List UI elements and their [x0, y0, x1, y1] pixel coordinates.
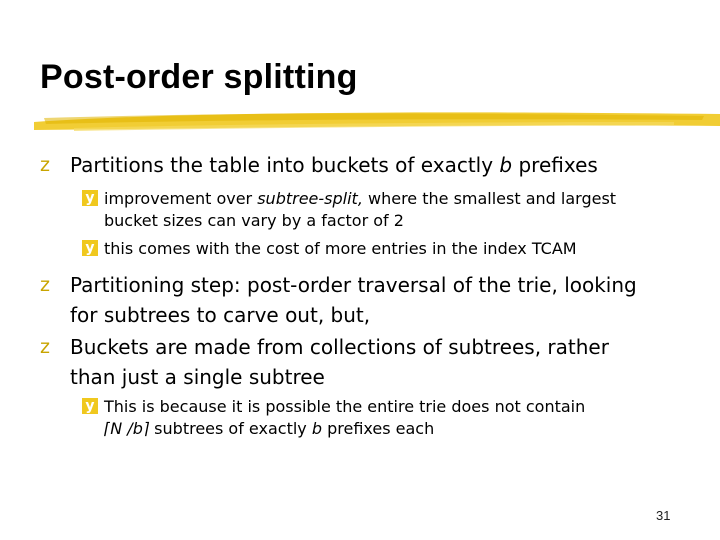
title-underline-stroke	[34, 104, 720, 136]
bullet-text	[70, 150, 598, 180]
subbullet-marker-icon: y	[82, 398, 98, 414]
subbullet-text	[104, 188, 616, 232]
bullet-text-italic: b	[499, 153, 513, 177]
subbullet-line-2: bucket sizes can vary by a factor of 2	[104, 211, 404, 230]
subbullet-text: this comes with the cost of more entries in the index TCAM	[104, 239, 577, 258]
bullet-line-2: than just a single subtree	[70, 365, 325, 389]
bullet-text-part: prefixes	[512, 153, 598, 177]
subbullet-text-italic: b	[311, 419, 322, 438]
bullet-marker-icon: z	[40, 154, 50, 176]
bullet-text-part: Partitions the table into buckets of exactly	[70, 153, 500, 177]
bullet-marker-icon: z	[40, 336, 50, 358]
subbullet-line-1: This is because it is possible the entire trie does not contain	[104, 397, 586, 416]
ceiling-expression: ⌈N /b⌉	[104, 419, 150, 438]
subbullet-text-part: prefixes each	[322, 419, 435, 438]
subbullet-text-part: improvement over	[104, 189, 258, 208]
subbullet-line-1	[104, 188, 616, 210]
page-number: 31	[656, 508, 671, 523]
bullet-marker-icon: z	[40, 274, 50, 296]
subbullet-text	[104, 396, 585, 440]
subbullet-line-2	[104, 418, 585, 440]
bullet-line-2: for subtrees to carve out, but,	[70, 303, 371, 327]
bullet-line-1: Buckets are made from collections of subtrees, rather	[70, 335, 609, 359]
subbullet-marker-icon: y	[82, 190, 98, 206]
bullet-line-1: Partitioning step: post-order traversal of the trie, looking	[70, 273, 637, 297]
slide-title: Post-order splitting	[40, 58, 358, 96]
bullet-text	[70, 332, 609, 392]
subbullet-text-italic: subtree-split,	[257, 189, 363, 208]
subbullet-text-part: subtrees of exactly	[149, 419, 312, 438]
bullet-text	[70, 270, 637, 330]
subbullet-text-part: where the smallest and largest	[362, 189, 617, 208]
subbullet-marker-icon: y	[82, 240, 98, 256]
